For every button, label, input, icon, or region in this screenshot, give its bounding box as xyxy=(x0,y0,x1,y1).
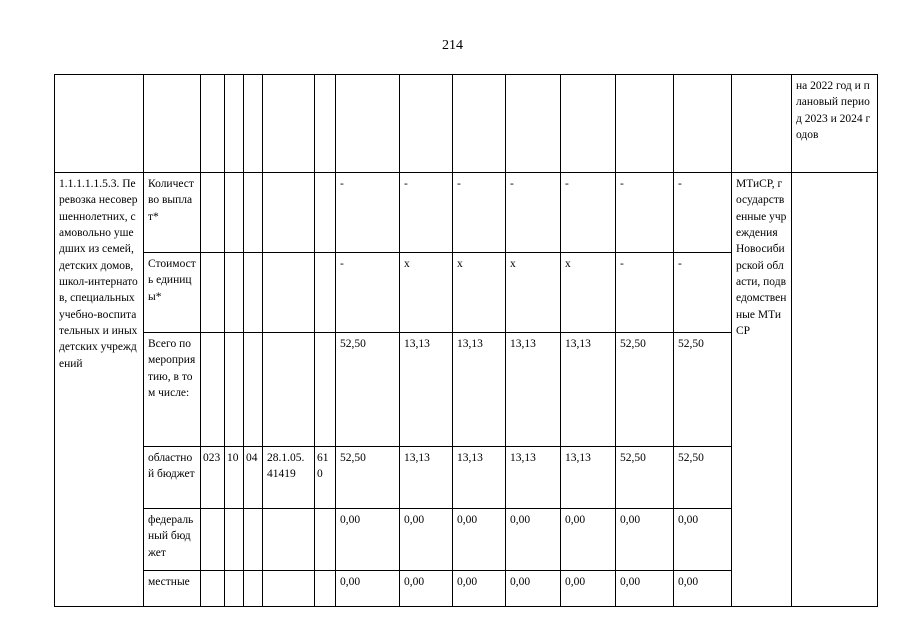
value-cell: - xyxy=(400,173,453,253)
row-label: областной бюджет xyxy=(144,447,201,509)
code-subsection xyxy=(244,333,263,447)
code-grbs xyxy=(201,253,225,333)
code-subsection xyxy=(244,509,263,571)
code-section xyxy=(225,253,244,333)
value-cell: 0,00 xyxy=(453,509,506,571)
value-cell: 0,00 xyxy=(506,571,561,607)
value-cell: - xyxy=(674,173,732,253)
header-cell xyxy=(453,75,506,173)
value-cell: х xyxy=(506,253,561,333)
code-section: 10 xyxy=(225,447,244,509)
value-cell: 0,00 xyxy=(336,509,400,571)
value-cell: - xyxy=(674,253,732,333)
code-target-article xyxy=(263,333,315,447)
code-subsection: 04 xyxy=(244,447,263,509)
value-cell: 52,50 xyxy=(616,333,674,447)
code-target-article xyxy=(263,253,315,333)
value-cell: 0,00 xyxy=(506,509,561,571)
budget-table xyxy=(54,74,878,607)
code-section xyxy=(225,173,244,253)
value-cell: 52,50 xyxy=(336,333,400,447)
code-expense-type xyxy=(315,173,336,253)
value-cell: - xyxy=(336,173,400,253)
value-cell: - xyxy=(506,173,561,253)
value-cell: 52,50 xyxy=(674,333,732,447)
value-cell: 0,00 xyxy=(674,509,732,571)
header-cell xyxy=(561,75,616,173)
code-target-article xyxy=(263,509,315,571)
value-cell: 13,13 xyxy=(561,447,616,509)
value-cell: 52,50 xyxy=(674,447,732,509)
value-cell: 52,50 xyxy=(336,447,400,509)
header-cell xyxy=(400,75,453,173)
empty-period-cell xyxy=(792,173,878,607)
value-cell: х xyxy=(400,253,453,333)
header-cell xyxy=(315,75,336,173)
value-cell: 0,00 xyxy=(616,571,674,607)
code-subsection xyxy=(244,253,263,333)
row-label: Всего по мероприятию, в том числе: xyxy=(144,333,201,447)
row-label: Стоимость единицы* xyxy=(144,253,201,333)
header-cell xyxy=(55,75,144,173)
row-label: федеральный бюджет xyxy=(144,509,201,571)
value-cell: 0,00 xyxy=(561,571,616,607)
header-cell xyxy=(244,75,263,173)
header-cell xyxy=(732,75,792,173)
row-label: местные xyxy=(144,571,201,607)
value-cell: 13,13 xyxy=(400,447,453,509)
value-cell: 13,13 xyxy=(561,333,616,447)
value-cell: 0,00 xyxy=(561,509,616,571)
code-section xyxy=(225,571,244,607)
value-cell: - xyxy=(616,173,674,253)
value-cell: - xyxy=(453,173,506,253)
value-cell: 0,00 xyxy=(400,571,453,607)
header-period-cell: на 2022 год и плановый период 2023 и 2024 годов xyxy=(792,75,878,173)
code-target-article xyxy=(263,571,315,607)
code-expense-type: 610 xyxy=(315,447,336,509)
event-name-cell: 1.1.1.1.1.5.3. Перевозка несовершеннолетних, самовольно ушедших из семей, детских домов, школ-интернатов, специальных учебно-воспитательных и иных детских учреждений xyxy=(55,173,144,607)
value-cell: 0,00 xyxy=(336,571,400,607)
header-cell xyxy=(263,75,315,173)
page-number: 214 xyxy=(442,38,463,53)
value-cell: - xyxy=(561,173,616,253)
header-cell xyxy=(144,75,201,173)
code-expense-type xyxy=(315,333,336,447)
code-expense-type xyxy=(315,253,336,333)
value-cell: 13,13 xyxy=(506,447,561,509)
code-subsection xyxy=(244,571,263,607)
value-cell: 52,50 xyxy=(616,447,674,509)
value-cell: х xyxy=(561,253,616,333)
value-cell: 13,13 xyxy=(506,333,561,447)
header-cell xyxy=(674,75,732,173)
value-cell: 0,00 xyxy=(616,509,674,571)
header-row xyxy=(55,75,878,173)
code-expense-type xyxy=(315,571,336,607)
code-target-article xyxy=(263,173,315,253)
code-grbs xyxy=(201,173,225,253)
value-cell: 0,00 xyxy=(400,509,453,571)
code-target-article: 28.1.05.41419 xyxy=(263,447,315,509)
code-subsection xyxy=(244,173,263,253)
header-cell xyxy=(336,75,400,173)
value-cell: 13,13 xyxy=(453,333,506,447)
row-label: Количество выплат* xyxy=(144,173,201,253)
value-cell: - xyxy=(616,253,674,333)
header-cell xyxy=(506,75,561,173)
value-cell: 13,13 xyxy=(400,333,453,447)
code-grbs xyxy=(201,333,225,447)
executor-cell: МТиСР, государственные учреждения Новосибирской области, подведомственные МТиСР xyxy=(732,173,792,607)
code-grbs xyxy=(201,509,225,571)
value-cell: - xyxy=(336,253,400,333)
value-cell: 0,00 xyxy=(453,571,506,607)
code-expense-type xyxy=(315,509,336,571)
code-section xyxy=(225,333,244,447)
header-cell xyxy=(616,75,674,173)
header-cell xyxy=(225,75,244,173)
code-section xyxy=(225,509,244,571)
header-cell xyxy=(201,75,225,173)
code-grbs: 023 xyxy=(201,447,225,509)
code-grbs xyxy=(201,571,225,607)
value-cell: 0,00 xyxy=(674,571,732,607)
value-cell: 13,13 xyxy=(453,447,506,509)
table-row xyxy=(55,173,878,253)
value-cell: х xyxy=(453,253,506,333)
